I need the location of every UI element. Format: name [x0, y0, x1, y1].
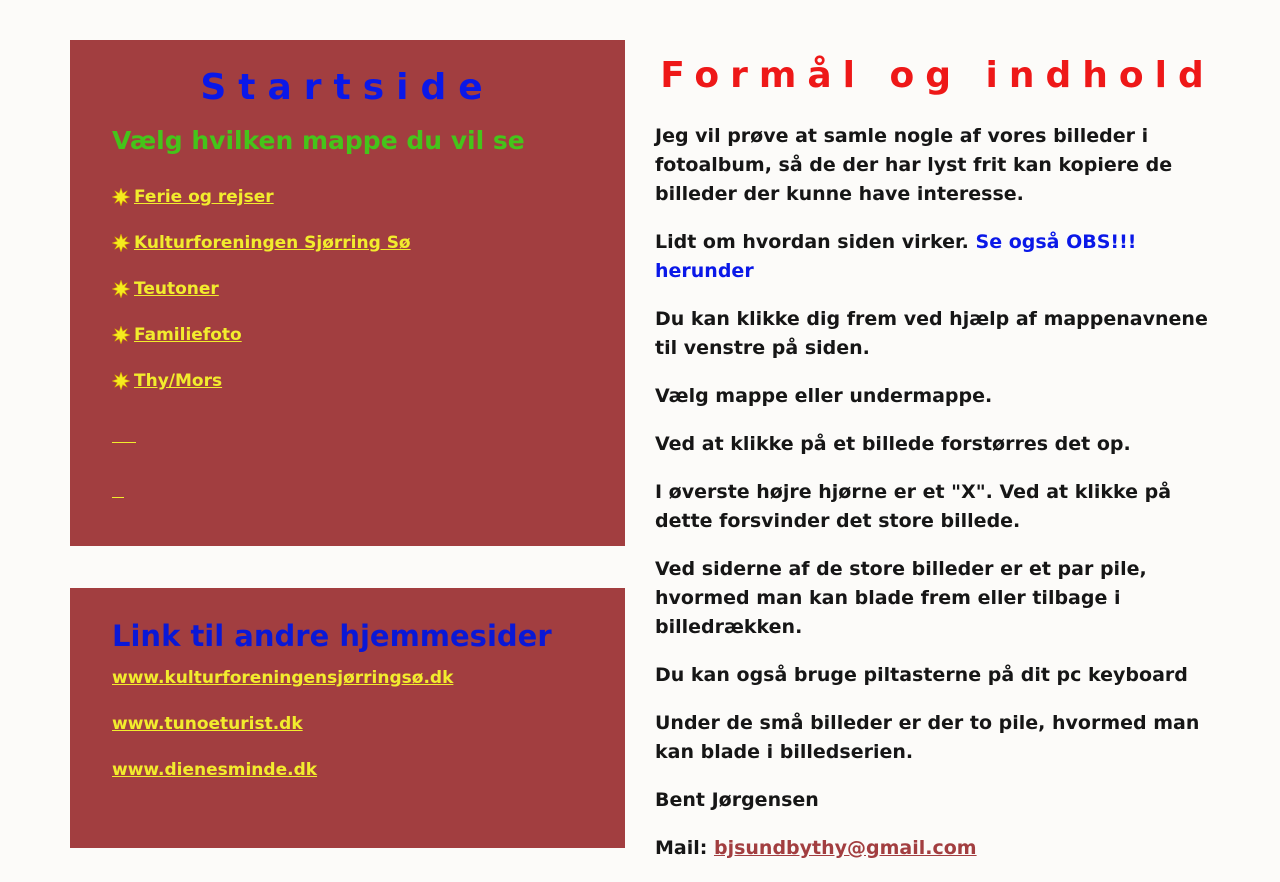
folder-label: Ferie og rejser — [134, 187, 274, 207]
how-it-works-text: Lidt om hvordan siden virker. — [655, 231, 976, 253]
external-link-tunoeturist[interactable]: www.tunoeturist.dk — [112, 714, 303, 734]
how-it-works-paragraph — [655, 228, 1220, 286]
external-link-item — [112, 668, 583, 714]
folder-link-familiefoto[interactable] — [112, 325, 242, 345]
external-link-list — [112, 668, 583, 806]
folder-link-thy-mors[interactable] — [112, 371, 222, 391]
close-paragraph: I øverste højre hjørne er et "X". Ved at klikke på dette forsvinder det store billede. — [655, 481, 1172, 532]
choose-folder-heading: Vælg hvilken mappe du vil se — [112, 126, 525, 155]
folder-label: Kulturforeningen Sjørring Sø — [134, 233, 411, 253]
start-title: Startside — [200, 67, 495, 108]
folder-item — [112, 174, 583, 220]
external-link-item — [112, 760, 583, 806]
sun-icon — [112, 326, 130, 344]
folder-item — [112, 312, 583, 358]
enlarge-paragraph: Ved at klikke på et billede forstørres det op. — [655, 433, 1131, 455]
folder-label: Familiefoto — [134, 325, 242, 345]
sun-icon — [112, 188, 130, 206]
content-column — [655, 40, 1220, 882]
mail-paragraph — [655, 834, 1220, 863]
navigation-paragraph: Du kan klikke dig frem ved hjælp af mappenavnene til venstre på siden. — [655, 308, 1208, 359]
folder-link-kulturforeningen[interactable] — [112, 233, 411, 253]
thumbnail-arrows-paragraph: Under de små billeder er der to pile, hvormed man kan blade i billedserien. — [655, 712, 1200, 763]
obs-link[interactable]: Se også OBS!!! herunder — [655, 231, 1137, 282]
links-heading: Link til andre hjemmesider — [112, 619, 552, 653]
mail-label: Mail: — [655, 837, 714, 859]
sun-icon — [112, 280, 130, 298]
empty-link[interactable] — [112, 422, 136, 443]
mail-link[interactable]: bjsundbythy@gmail.com — [713, 837, 977, 859]
arrows-paragraph: Ved siderne af de store billeder er et par pile, hvormed man kan blade frem eller tilbage i billedrækken. — [655, 558, 1147, 638]
links-panel — [70, 588, 625, 848]
external-link-item — [112, 714, 583, 760]
sun-icon — [112, 372, 130, 390]
folder-label: Thy/Mors — [134, 371, 223, 391]
sun-icon — [112, 234, 130, 252]
author-name: Bent Jørgensen — [655, 789, 819, 811]
keyboard-paragraph: Du kan også bruge piltasterne på dit pc keyboard — [655, 664, 1188, 686]
folder-list — [112, 174, 583, 404]
external-link-dienesminde[interactable]: www.dienesminde.dk — [112, 760, 318, 780]
folder-label: Teutoner — [134, 279, 219, 299]
folder-link-ferie-og-rejser[interactable] — [112, 187, 274, 207]
choose-folder-paragraph: Vælg mappe eller undermappe. — [655, 385, 993, 407]
start-panel — [70, 40, 625, 546]
intro-paragraph: Jeg vil prøve at samle nogle af vores billeder i fotoalbum, så de der har lyst frit kan kopiere de billeder der kunne have interesse. — [655, 125, 1173, 205]
folder-item — [112, 266, 583, 312]
folder-item — [112, 358, 583, 404]
empty-link[interactable] — [112, 477, 124, 498]
folder-item — [112, 220, 583, 266]
external-link-kulturforeningen[interactable]: www.kulturforeningensjørringsø.dk — [112, 668, 454, 688]
content-title: Formål og indhold — [660, 55, 1215, 96]
folder-link-teutoner[interactable] — [112, 279, 219, 299]
